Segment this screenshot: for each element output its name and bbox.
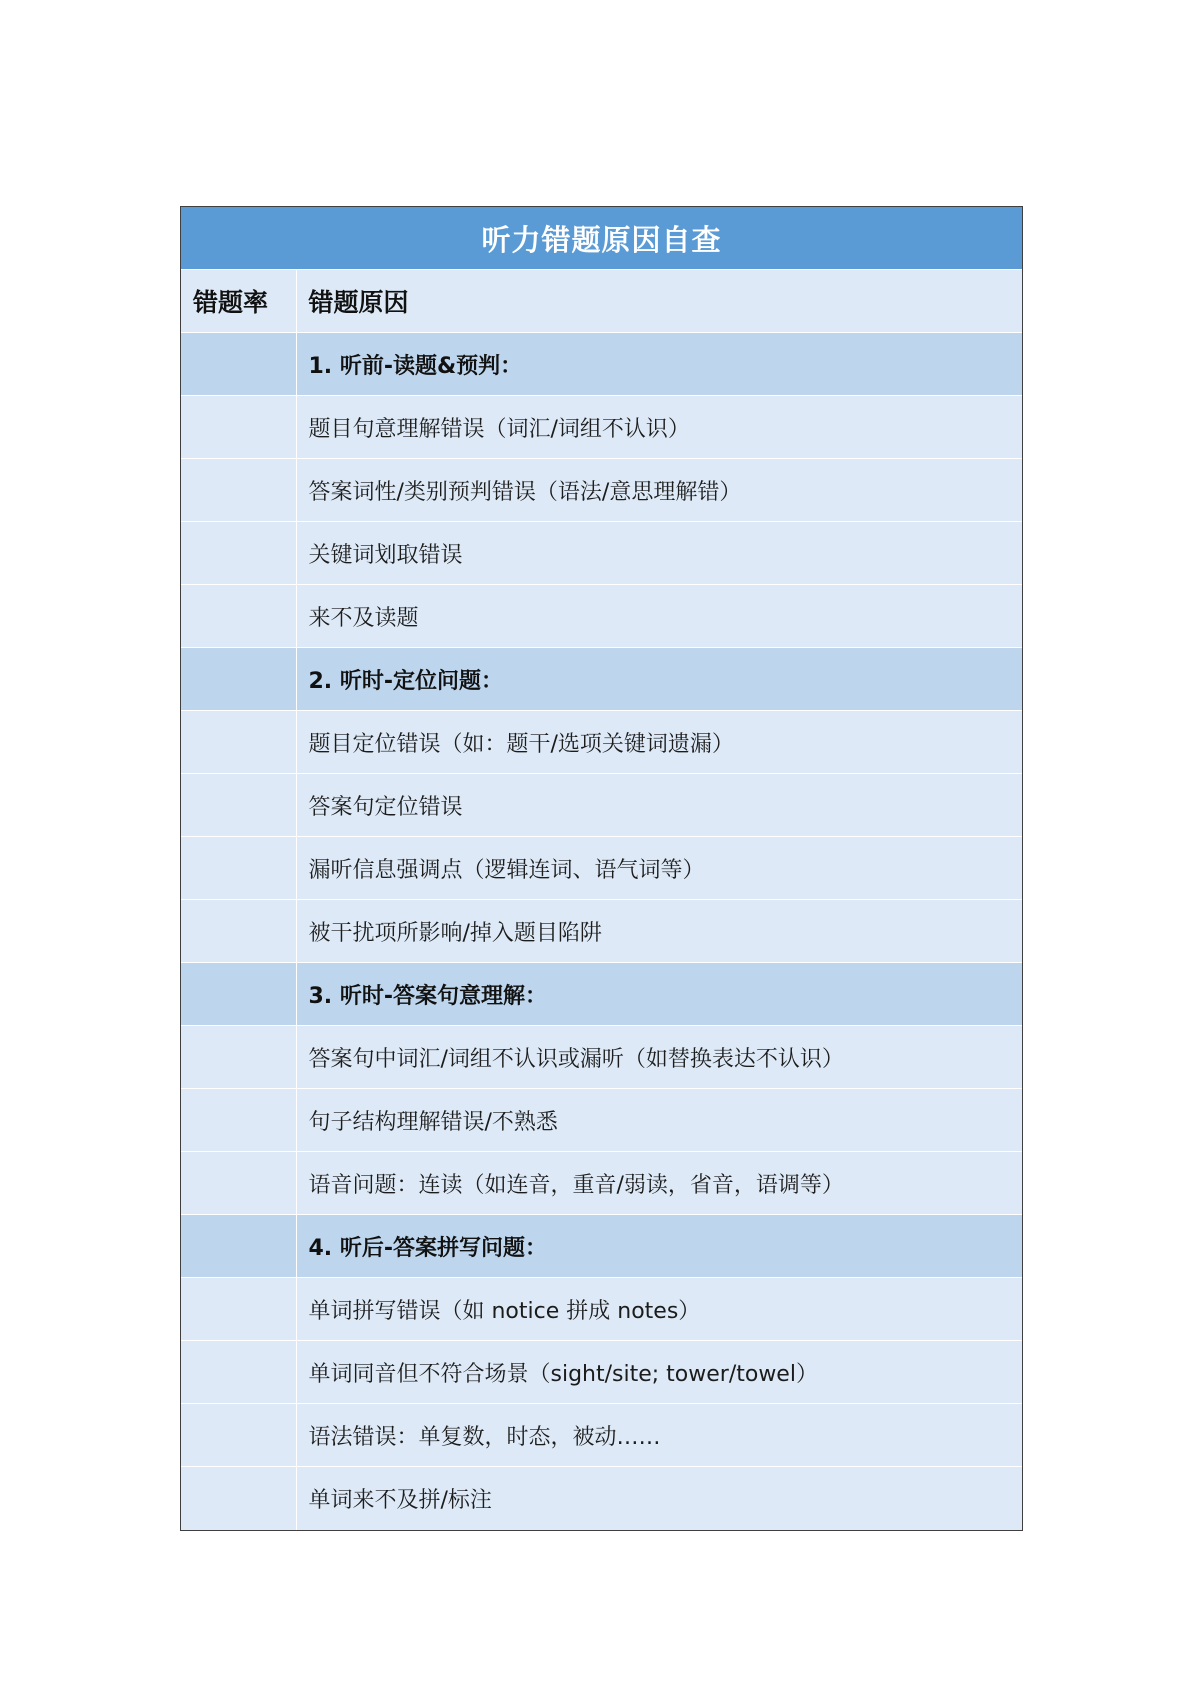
reasons-table <box>181 207 1022 1530</box>
table-row <box>181 711 1022 774</box>
section-heading: 4. 听后-答案拼写问题： <box>296 1215 1022 1278</box>
section-heading: 3. 听时-答案句意理解： <box>296 963 1022 1026</box>
table-row <box>181 774 1022 837</box>
section-row-locating <box>181 648 1022 711</box>
error-reason-cell: 单词来不及拼/标注 <box>296 1467 1022 1530</box>
section-heading: 2. 听时-定位问题： <box>296 648 1022 711</box>
error-reason-cell: 句子结构理解错误/不熟悉 <box>296 1089 1022 1152</box>
section-rate-cell[interactable] <box>181 1215 296 1278</box>
error-reason-cell: 单词同音但不符合场景（sight/site; tower/towel） <box>296 1341 1022 1404</box>
error-reason-cell: 题目定位错误（如：题干/选项关键词遗漏） <box>296 711 1022 774</box>
error-reason-cell: 答案句定位错误 <box>296 774 1022 837</box>
error-reason-cell: 答案词性/类别预判错误（语法/意思理解错） <box>296 459 1022 522</box>
error-rate-cell[interactable] <box>181 396 296 459</box>
error-rate-cell[interactable] <box>181 1341 296 1404</box>
section-heading: 1. 听前-读题&预判： <box>296 333 1022 396</box>
table-row <box>181 1404 1022 1467</box>
error-rate-cell[interactable] <box>181 459 296 522</box>
error-rate-cell[interactable] <box>181 1404 296 1467</box>
section-rate-cell[interactable] <box>181 963 296 1026</box>
error-reason-cell: 语音问题：连读（如连音，重音/弱读，省音，语调等） <box>296 1152 1022 1215</box>
error-rate-cell[interactable] <box>181 1026 296 1089</box>
section-rate-cell[interactable] <box>181 648 296 711</box>
error-rate-cell[interactable] <box>181 1278 296 1341</box>
error-rate-cell[interactable] <box>181 1467 296 1530</box>
error-reason-cell: 语法错误：单复数，时态，被动…… <box>296 1404 1022 1467</box>
error-reason-cell: 单词拼写错误（如 notice 拼成 notes） <box>296 1278 1022 1341</box>
table-row <box>181 585 1022 648</box>
error-rate-header: 错题率 <box>181 270 296 333</box>
table-title-row <box>181 207 1022 270</box>
table-row <box>181 837 1022 900</box>
table-row <box>181 396 1022 459</box>
error-rate-cell[interactable] <box>181 585 296 648</box>
error-reason-cell: 漏听信息强调点（逻辑连词、语气词等） <box>296 837 1022 900</box>
error-rate-cell[interactable] <box>181 1089 296 1152</box>
section-rate-cell[interactable] <box>181 333 296 396</box>
section-row-comprehension <box>181 963 1022 1026</box>
table-row <box>181 1341 1022 1404</box>
error-rate-cell[interactable] <box>181 1152 296 1215</box>
error-reason-header: 错题原因 <box>296 270 1022 333</box>
table-title: 听力错题原因自查 <box>181 207 1022 270</box>
table-row <box>181 1026 1022 1089</box>
table-row <box>181 522 1022 585</box>
table-row <box>181 1467 1022 1530</box>
error-reason-cell: 被干扰项所影响/掉入题目陷阱 <box>296 900 1022 963</box>
table-row <box>181 1089 1022 1152</box>
table-row <box>181 1152 1022 1215</box>
error-rate-cell[interactable] <box>181 774 296 837</box>
column-header-row <box>181 270 1022 333</box>
error-reason-cell: 题目句意理解错误（词汇/词组不认识） <box>296 396 1022 459</box>
table-row <box>181 1278 1022 1341</box>
error-reason-cell: 来不及读题 <box>296 585 1022 648</box>
error-reason-cell: 答案句中词汇/词组不认识或漏听（如替换表达不认识） <box>296 1026 1022 1089</box>
section-row-pre-listening <box>181 333 1022 396</box>
error-rate-cell[interactable] <box>181 837 296 900</box>
table-row <box>181 900 1022 963</box>
section-row-spelling <box>181 1215 1022 1278</box>
table-row <box>181 459 1022 522</box>
error-rate-cell[interactable] <box>181 711 296 774</box>
error-reason-cell: 关键词划取错误 <box>296 522 1022 585</box>
error-rate-cell[interactable] <box>181 522 296 585</box>
error-rate-cell[interactable] <box>181 900 296 963</box>
self-check-table <box>180 206 1023 1531</box>
